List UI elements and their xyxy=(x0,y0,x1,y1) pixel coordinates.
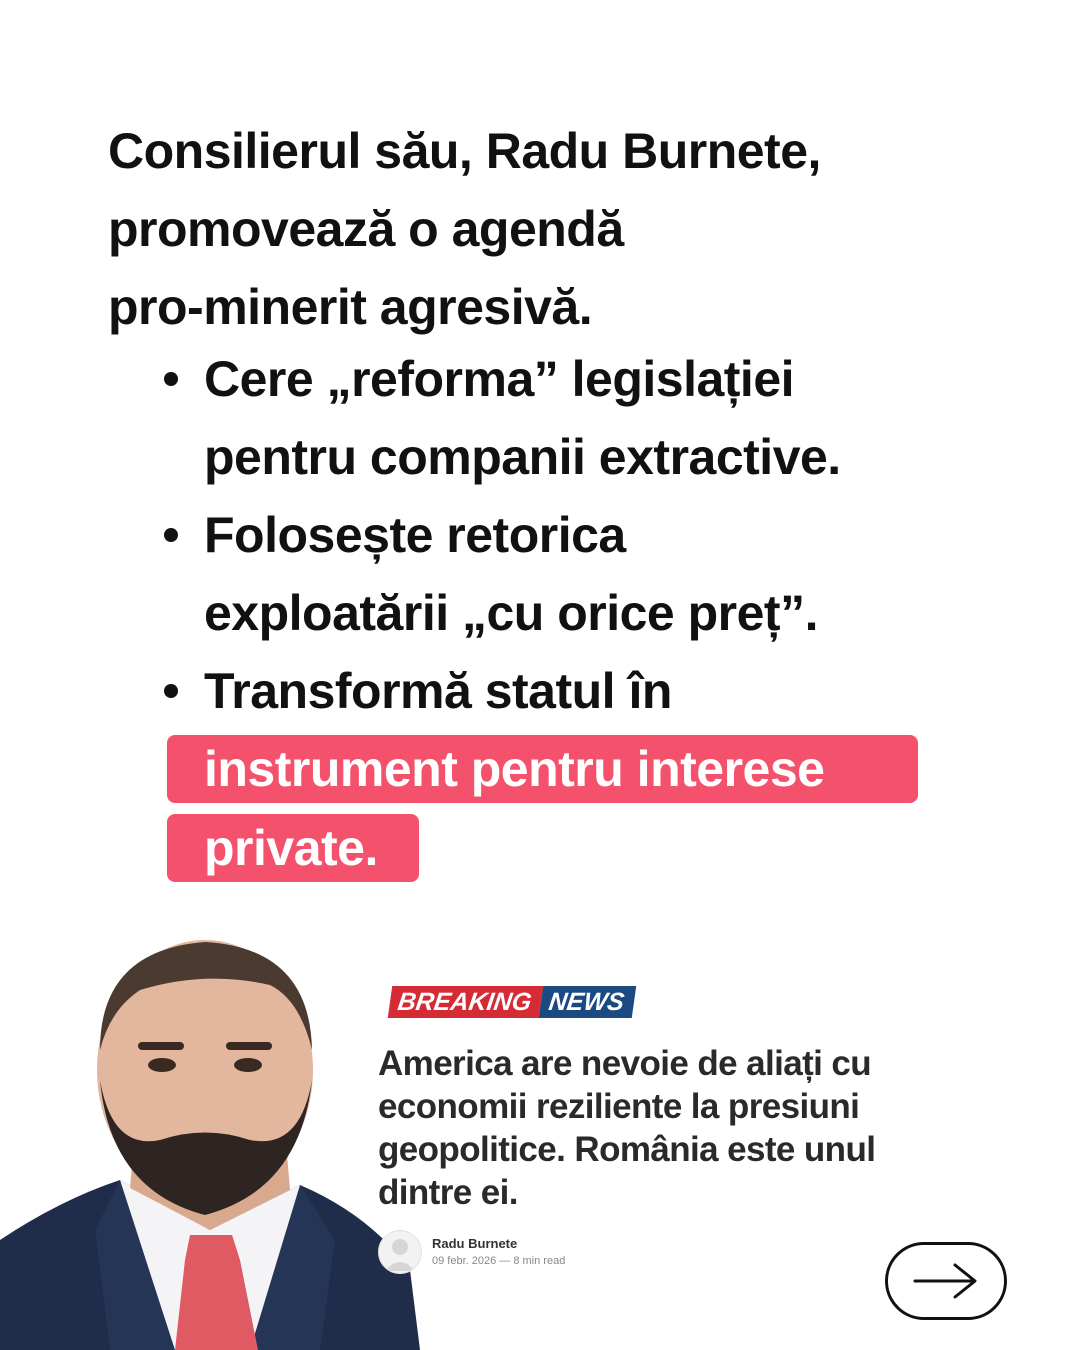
bullet-item xyxy=(160,496,980,652)
badge-news: NEWS xyxy=(539,986,636,1018)
breaking-news-badge xyxy=(390,986,634,1018)
article-author xyxy=(378,1230,565,1274)
badge-breaking: BREAKING xyxy=(388,986,544,1018)
author-name: Radu Burnete xyxy=(432,1236,518,1251)
bullet-item xyxy=(160,340,980,496)
bullet-line: Folosește retorica xyxy=(204,507,626,563)
headline-line-1: Consilierul său, Radu Burnete, xyxy=(108,123,821,179)
avatar xyxy=(378,1230,422,1274)
highlight-line-1: instrument pentru interese xyxy=(204,741,825,797)
highlight-line-2: private. xyxy=(204,820,378,876)
next-button[interactable] xyxy=(885,1242,1007,1320)
arrow-right-icon xyxy=(911,1261,981,1301)
user-icon xyxy=(379,1231,421,1273)
article-quote: America are nevoie de aliați cu economii reziliente la presiuni geopolitice. România este unul dintre ei. xyxy=(378,1044,876,1212)
headline-line-2: promovează o agendă xyxy=(108,201,624,257)
bullet-list xyxy=(160,340,980,730)
headline-line-3: pro-minerit agresivă. xyxy=(108,279,593,335)
portrait-photo xyxy=(0,930,420,1350)
bullet-line: exploatării „cu orice preț”. xyxy=(204,585,818,641)
bullet-line: Transformă statul în xyxy=(204,663,672,719)
headline xyxy=(108,112,968,346)
bullet-line: Cere „reforma” legislației xyxy=(204,351,795,407)
bullet-line: pentru companii extractive. xyxy=(204,429,841,485)
article-date: 09 febr. 2026 — 8 min read xyxy=(432,1255,566,1267)
bullet-item xyxy=(160,652,980,730)
